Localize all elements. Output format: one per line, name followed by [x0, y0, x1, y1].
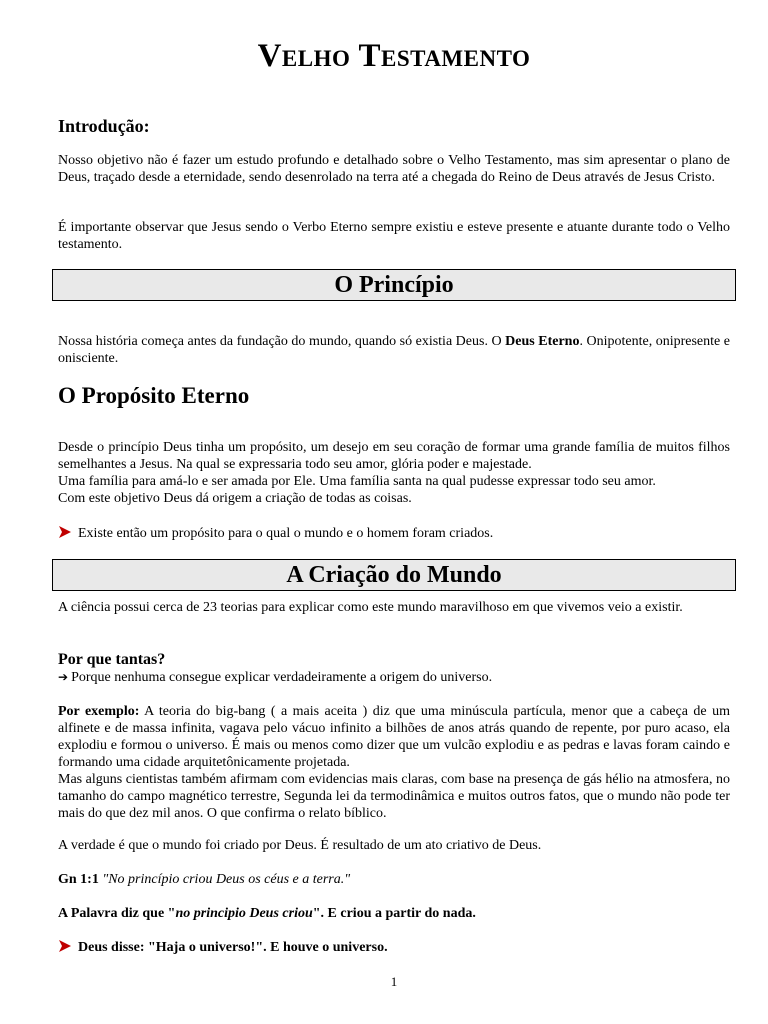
principio-text-a: Nossa história começa antes da fundação do mundo, quando só existia Deus. O — [58, 334, 506, 349]
red-arrowhead-icon — [58, 939, 72, 953]
final-bullet — [58, 939, 730, 956]
example-text: A teoria do big-bang ( a mais aceita ) diz que uma minúscula partícula, menor que a cabeça de um alfinete e de massa infinita, vagava pelo vácuo infinito a bilhões de anos atrás quando de repente, por puro acaso, ela explodiu e formou o universo. É mais ou menos como dizer que um vulcão explodiu e as pedras e lavas foram caindo e formando uma cidade arquitetônicamente projetada. — [58, 704, 730, 770]
criacao-truth: A verdade é que o mundo foi criado por Deus. É resultado de um ato criativo de Deus. — [58, 838, 542, 853]
genesis-text: "No princípio criou Deus os céus e a terra." — [98, 872, 351, 887]
section-heading-principio: O Princípio — [52, 269, 736, 301]
palavra-a: A Palavra diz que " — [58, 906, 176, 921]
intro-paragraph-1: Nosso objetivo não é fazer um estudo profundo e detalhado sobre o Velho Testamento, mas sim apresentar o plano de Deus, traçado desde a eternidade, sendo desenrolado na terra até a chegada do Reino de Deus através de Jesus Cristo. — [58, 153, 730, 185]
criacao-example-paragraph — [58, 703, 730, 771]
right-arrow-icon: ➔ — [58, 670, 69, 684]
genesis-reference: Gn 1:1 — [58, 872, 99, 887]
red-arrowhead-icon — [58, 525, 72, 539]
criacao-answer-text: Porque nenhuma consegue explicar verdadeiramente a origem do universo. — [71, 670, 493, 685]
criacao-subheading: Por que tantas? — [58, 651, 166, 668]
principio-text-bold: Deus Eterno — [505, 334, 580, 349]
proposito-bullet-text: Existe então um propósito para o qual o mundo e o homem foram criados. — [78, 526, 494, 541]
section-heading-criacao: A Criação do Mundo — [52, 559, 736, 591]
example-label: Por exemplo: — [58, 704, 140, 719]
principio-paragraph — [58, 333, 730, 367]
palavra-italic: no principio Deus criou — [175, 906, 313, 921]
page-title: Velho Testamento — [257, 38, 531, 74]
proposito-paragraph-3: Com este objetivo Deus dá origem a criação de todas as coisas. — [58, 491, 412, 506]
proposito-bullet — [58, 525, 730, 542]
intro-paragraph-2: É importante observar que Jesus sendo o Verbo Eterno sempre existiu e esteve presente e atuante durante todo o Velho testamento. — [58, 220, 730, 252]
criacao-answer — [58, 669, 730, 686]
page-number: 1 — [390, 974, 398, 989]
intro-heading: Introdução: — [58, 116, 150, 136]
criacao-example-paragraph-2: Mas alguns cientistas também afirmam com evidencias mais claras, com base na presença de gás hélio na atmosfera, no tamanho do campo magnético terrestre, Segunda lei da termodinâmica e muitos outros fatos, que o mundo não pode ter mais do que dez mil anos. O que confirma o relato bíblico. — [58, 772, 730, 821]
proposito-paragraph-2: Uma família para amá-lo e ser amada por Ele. Uma família santa na qual pudesse expressar todo seu amor. — [58, 474, 656, 489]
palavra-b: ". E criou a partir do nada. — [312, 906, 476, 921]
genesis-quote — [58, 871, 730, 888]
section-heading-proposito: O Propósito Eterno — [58, 383, 250, 408]
criacao-paragraph-1: A ciência possui cerca de 23 teorias para explicar como este mundo maravilhoso em que vivemos veio a existir. — [58, 600, 683, 615]
final-bullet-text: Deus disse: "Haja o universo!". E houve o universo. — [78, 940, 388, 955]
principio-text-b: . Onipotente, onipresente e onisciente. — [58, 334, 730, 366]
palavra-line — [58, 905, 730, 922]
proposito-paragraph-1: Desde o princípio Deus tinha um propósito, um desejo em seu coração de formar uma grande família de muitos filhos semelhantes a Jesus. Na qual se expressaria todo seu amor, glória poder e majestade. — [58, 440, 730, 472]
